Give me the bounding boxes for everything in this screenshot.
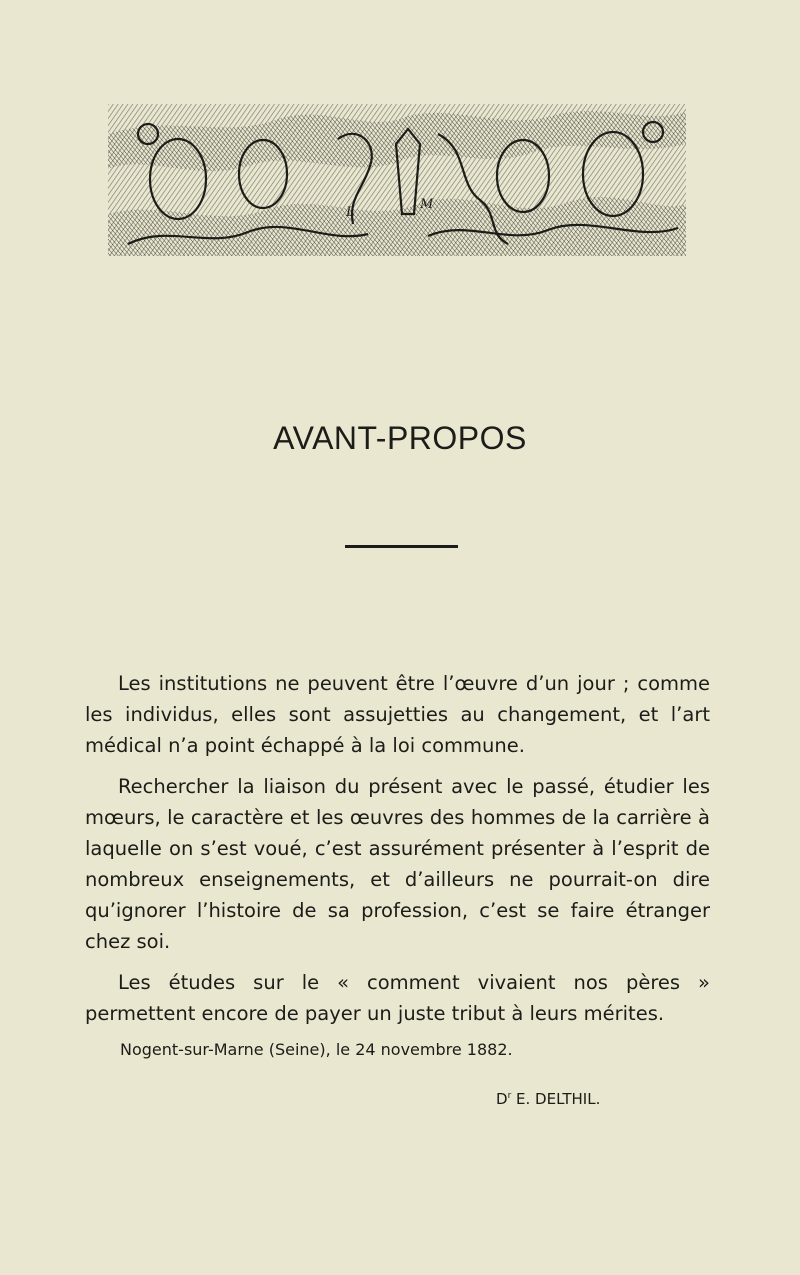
paragraph-3: Les études sur le « comment vivaient nos pères » permettent encore de payer un juste tribut à leurs mérites. (85, 971, 710, 1025)
title-divider-rule (345, 545, 458, 548)
author-signature (496, 1090, 600, 1108)
engraving-monogram-m: M (420, 197, 434, 212)
paragraph-1: Les institutions ne peuvent être l’œuvre d’un jour ; comme les individus, elles sont assujetties au changement, et l’art médical n’a point échappé à la loi commune. (85, 672, 710, 757)
engraving-monogram-l: L (346, 205, 355, 220)
signature-superscript: r (507, 1091, 512, 1101)
preface-body (85, 668, 710, 1039)
place-and-date: Nogent-sur-Marne (Seine), le 24 novembre 1882. (120, 1040, 513, 1059)
decorative-headpiece-engraving (108, 104, 686, 256)
paragraph-2: Rechercher la liaison du présent avec le passé, étudier les mœurs, le caractère et les œuvres des hommes de la carrière à laquelle on s’est voué, c’est assurément présenter à l’esprit de nombreux enseignements, et d’ailleurs ne pourrait-on dire qu’ignorer l’histoire de sa profession, c’est se faire étranger chez soi. (85, 775, 710, 953)
signature-prefix: D (496, 1090, 508, 1108)
signature-name: E. DELTHIL. (511, 1090, 601, 1108)
page-title: AVANT-PROPOS (273, 420, 527, 456)
